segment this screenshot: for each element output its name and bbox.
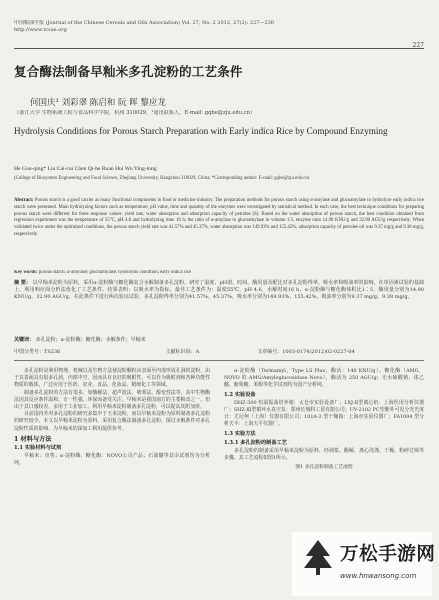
- journal-site: http://www.tcsae.org: [14, 27, 67, 33]
- abstract-en-text: Porous starch is a good carrier as many functional components in food or medicine industry. The preparation methods for porous starch using α-amylase and glucoamylase to hydrolyze early indica rice starch were presented. Main hydrolyzing factors such as temperature, pH value, time and quantity of the enzymes were investigated by statistical method. In each case, the best technique conditions for preparing porous starch were different for three response values: yield rate, water absorption and adsorption capacity of petrolee (S). Based on the water absorption of porous starch, the best condition obtained from regression experiment was the temperature of 55°C, pH 4.6 and hydrolyzing time 16 h; the ratio of α-amylase to glucoamylase in volume 1:5, enzyme ratio 14.90 KNU/g and 32.90 AGU/g respectively. When validated twice under the optimized conditions, the porous starch yield rate was 41.57% and 45.37%, water absorption was 149.93% and 155.42%, adsorption capacity of petrolee oil was 9.37 mg/g and 9.38 mg/g, respectively.: [14, 198, 424, 237]
- figure-caption: 图1 多孔淀粉制备工艺流程: [295, 465, 353, 471]
- paragraph: 早籼米：市售；α-淀粉酶、糖化酶：NOVO公司产品；石油醚等其余试剂均为分析纯。: [14, 453, 210, 467]
- body-left-column: [14, 368, 210, 468]
- subsection-heading: 1.3.1 多孔淀粉的制备工艺: [224, 439, 287, 446]
- subsection-heading: 1.1 实验材料与试剂: [14, 445, 62, 452]
- keywords-en-text: porous starch; α-amylase; glucoamylase; hydrolysis condition; early indica rice: [38, 270, 192, 275]
- abstract-cn-label: 摘 要：: [14, 280, 31, 286]
- paragraph: DHZ-300 恒温振荡培养箱：太仓市实验设备厂；LXJ-Ⅱ型离心机：上海医用分析仪器厂；SHZ-Ⅲ型循环水真空泵：郑州长城科工贸有限公司；UV-2102 PC型紫外可见分光光度计：尤尼柯（上海）仪器有限公司；101A-2 型干燥箱：上海市实验仪器厂；FA1004 型分析天平：上海天平仪器厂。: [224, 399, 424, 428]
- article-title-cn: 复合酶法制备早籼米多孔淀粉的工艺条件: [14, 64, 243, 79]
- paragraph: 目前国内外对多孔淀粉的研究多集中于玉米淀粉，而以早籼米淀粉为原料制备多孔淀粉的研究较少。本文以早籼米淀粉为原料，采用复合酶法制备多孔淀粉，探讨水解条件对多孔淀粉性质的影响，为早籼米的深加工利用提供参考。: [14, 411, 210, 432]
- article-id: 文章编号：1003-0174(2012)02-0227-04: [257, 349, 355, 355]
- authors-en: He Guo-qing* Liu Cai-cui Chen Qi-he Ruan Hui Wu Ying-long: [14, 166, 157, 172]
- authors-cn: 何国庆¹ 刘彩翠 陈启和 阮 晖 黎应龙: [30, 98, 166, 108]
- abstract-cn-text: 以早籼米淀粉为原料，采用α-淀粉酶与糖化酶复合水解制备多孔淀粉，研究了温度、pH值、时间、酶用量及配比对多孔淀粉得率、吸水率和吸油率的影响，在单因素试验的基础上，利用响应面分析法优化了工艺条件。结果表明：以吸水率为指标，最佳工艺条件为：温度55℃，pH 4.6，水解时间16 h，α-淀粉酶与糖化酶体积比1∶5，酶用量分别为14.90 KNU/g、32.90 AGU/g。在此条件下进行两次验证试验，多孔淀粉得率分别为41.57%、45.37%，吸水率分别为149.93%、155.42%，吸油率分别为9.37 mg/g、9.38 mg/g。: [14, 280, 424, 300]
- classification-line: [14, 348, 424, 355]
- affiliation-cn: （浙江大学 生物系统工程与食品科学学院，杭州 310029，¹通讯联系人，E-mail: gqhe@zju.edu.cn）: [14, 110, 256, 116]
- abstract-cn: [14, 280, 424, 301]
- abstract-en-label: Abstract:: [14, 198, 34, 203]
- subsection-heading: 1.3 实验方法: [224, 430, 256, 437]
- body-right-column: [224, 368, 424, 472]
- running-header: [14, 20, 424, 49]
- abstract-en: [14, 198, 424, 239]
- site-watermark: [292, 532, 436, 596]
- paragraph: 制备多孔淀粉的方法有很多，如酶解法、超声波法、喷雾法、醇变性法等，其中生物酶法因其反应条件温和、专一性强、环保而备受关注。早籼米是我国南方的主要粮食之一，但由于其口感较差，多用于工业加工，利用早籼米淀粉制备多孔淀粉，可以提高其附加值。: [14, 389, 210, 411]
- journal-info: 中国粮油学报 (Journal of the Chinese Cereals and Oils Association) Vol. 27, No. 2 2012, 27(2): 227—230: [14, 20, 274, 26]
- watermark-url: www.hnwansong.com: [340, 572, 417, 580]
- page-number: 227: [412, 42, 424, 49]
- watermark-title: 万松手游网: [340, 544, 436, 565]
- keywords-cn: [14, 336, 424, 343]
- keywords-cn-text: 多孔淀粉；α-淀粉酶；糖化酶；水解条件；早籼米: [35, 337, 146, 343]
- affiliation-en: (College of Biosystem Engineering and Food Science, Zhejiang University, Hangzhou 310029, China; *Corresponding author: E-mail: gqhe@zju.edu.cn): [14, 176, 310, 181]
- paragraph: 多孔淀粉是利用物理、机械以及生物方法使淀粉颗粒由表面至内部形成孔洞的淀粉，由于其表面具有很多孔洞，内部中空，因而具有良好的吸附性，可以作为吸附剂和各种功能性物质的载体，广泛应用于医药、农业、食品、化妆品、精细化工等领域。: [14, 368, 210, 389]
- paragraph: 多孔淀粉的制备采用早籼米淀粉为原料，经调浆、酶解、离心洗涤、干燥、粉碎过筛等步骤，其工艺流程如图1所示。: [224, 448, 424, 462]
- keywords-cn-label: 关键词：: [14, 337, 35, 343]
- section-heading: 1 材料与方法: [14, 435, 52, 443]
- subsection-heading: 1.2 实验设备: [224, 391, 256, 398]
- class-number: 中图分类号：TS236: [14, 349, 61, 355]
- section-rule: [14, 360, 424, 361]
- header-rule: [14, 48, 424, 49]
- keywords-en: [14, 270, 424, 275]
- paragraph: α-淀粉酶（Termamyl，Type LS Plus，酶活：140 KNU/g）、糖化酶（AMG，NOVO 的 AMG/Amyloglucosidase Novo），酶活为 250 AGU/g；无水硫酸钠、浓乙醚、葡萄糖、苯酚等化学试剂均为国产分析纯。: [224, 368, 424, 389]
- article-title-en: Hydrolysis Conditions for Porous Starch Preparation with Early indica Rice by Compound Enzyming: [14, 126, 388, 136]
- pine-logo-icon: [300, 538, 336, 576]
- keywords-en-label: Key words:: [14, 270, 38, 275]
- document-code: 文献标识码：A: [165, 349, 200, 355]
